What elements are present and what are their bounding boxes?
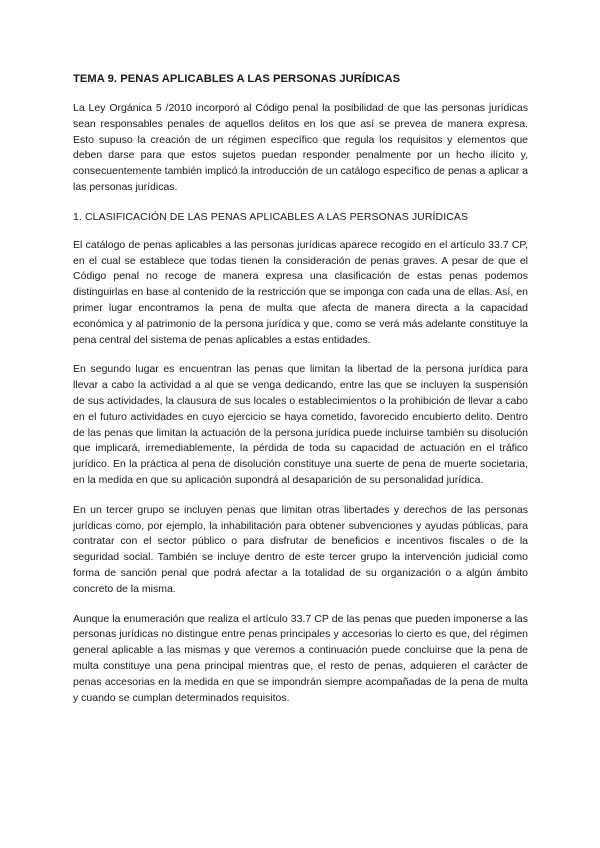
body-paragraph-2: En segundo lugar es encuentran las penas que limitan la libertad de la persona jurídica para llevar a cabo la actividad a al que se venga dedicando, entre las que se incluyen la suspensión de sus actividades, la clausura de sus locales o establecimientos o la prohibición de llevar a cabo en el futuro actividades en cuyo ejercicio se haya cometido, favorecido encubierto delito. Dentro de las penas que limitan la actuación de la persona jurídica puede incluirse también su disolución que implicará, irremediablemente, la pérdida de toda su capacidad de actuación en el tráfico jurídico. En la práctica al pena de disolución constituye una suerte de pena de muerte societaria, en la medida en que su aplicación supondrá al desaparición de su personalidad jurídica. xyxy=(73,363,528,486)
body-paragraph-4: Aunque la enumeración que realiza el artículo 33.7 CP de las penas que pueden imponerse a las personas jurídicas no distingue entre penas principales y accesorias lo cierto es que, del régimen general aplicable a las mismas y que veremos a continuación puede concluirse que la pena de multa constituye una pena principal mientras que, el resto de penas, adquieren el carácter de penas accesorias en la medida en que se impondrán siempre acompañadas de la pena de multa y cuando se cumplan determinados requisitos. xyxy=(73,612,528,704)
body-paragraph-1: El catálogo de penas aplicables a las personas jurídicas aparece recogido en el artículo 33.7 CP, en el cual se establece que todas tienen la consideración de penas graves. A pesar de que el Código penal no recoge de manera expresa una clasificación de estas penas podemos distinguirlas en base al contenido de la restricción que se imponga con cada una de ellas. Así, en primer lugar encontramos la pena de multa que afecta de manera directa a la capacidad económica y al patrimonio de la persona jurídica y que, como se verá más adelante constituye la pena central del sistema de penas aplicables a estas entidades. xyxy=(73,238,528,346)
section-heading: 1. CLASIFICACIÓN DE LAS PENAS APLICABLES A LAS PERSONAS JURÍDICAS xyxy=(73,210,469,223)
body-paragraph-3: En un tercer grupo se incluyen penas que limitan otras libertades y derechos de las personas jurídicas como, por ejemplo, la inhabilitación para obtener subvenciones y ayudas públicas, para contratar con el sector público o para disfrutar de beneficios e incentivos fiscales o de la seguridad social. También se incluye dentro de este tercer grupo la intervención judicial como forma de sanción penal que podrá afectar a la totalidad de su organización o a algún ámbito concreto de la misma. xyxy=(73,503,528,595)
document-page xyxy=(73,72,528,720)
intro-paragraph: La Ley Orgánica 5 /2010 incorporó al Código penal la posibilidad de que las personas jurídicas sean responsables penales de aquellos delitos en los que así se prevea de manera expresa. Esto supuso la creación de un régimen específico que regula los requisitos y elementos que deben darse para que estos sujetos puedan responder penalmente por un hecho ilícito y, consecuentemente también implicó la introducción de un catálogo específico de penas a aplicar a las personas jurídicas. xyxy=(73,102,528,193)
document-title: TEMA 9. PENAS APLICABLES A LAS PERSONAS JURÍDICAS xyxy=(73,73,401,85)
